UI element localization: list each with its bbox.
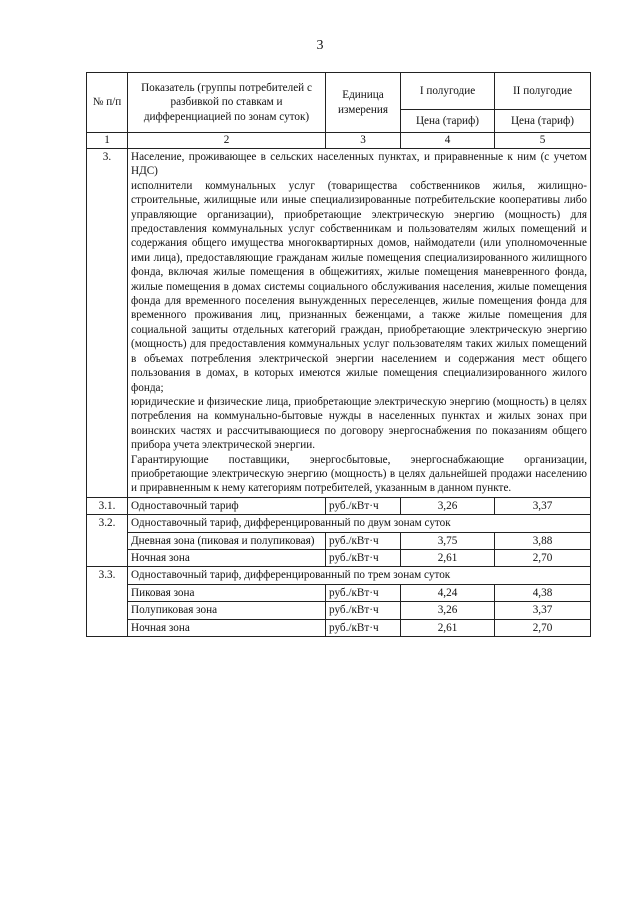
row-3-2-day-unit: руб./кВт·ч [326,532,401,549]
row-3-2-night [87,549,591,566]
row-3-3-night-label: Ночная зона [128,619,326,636]
column-number: 4 [401,133,495,149]
row-3-3-semipeak-label: Полупиковая зона [128,602,326,619]
column-number: 5 [495,133,591,149]
section-3-paragraph-2: юридические и физические лица, приобретающие электрическую энергию (мощность) в целях потребления на коммунально-бытовые нужды в населенных пунктах и жилых зонах при воинских частях и рассчитывающиеся по договору энергоснабжения по показаниям общего прибора учета электрической энергии. [131,395,587,452]
column-number: 3 [326,133,401,149]
header-h2: II полугодие [495,73,591,110]
section-3-row [87,149,591,498]
header-h2-sub: Цена (тариф) [495,110,591,133]
section-3-paragraph-1: исполнители коммунальных услуг (товарищества собственников жилья, жилищно-строительные, жилищные или иные специализированные потребительские кооперативы либо управляющие организации), приобретающие электрическую энергию (мощность) для предоставления коммунальных услуг собственникам и пользователям жилых помещений и содержания общего имущества многоквартирных домов, наймодатели (или уполномоченные ими лица), предоставляющие гражданам жилые помещения специализированного жилищного фонда, включая жилые помещения в общежитиях, жилые помещения маневренного фонда, жилые помещения в домах системы социального обслуживания населения, жилые помещения фонда для временного поселения вынужденных переселенцев, жилые помещения фонда для временного проживания лиц, признанных беженцами, а также жилые помещения для социальной защиты отдельных категорий граждан, приобретающие электрическую энергию (мощность) для предоставления коммунальных услуг пользователям таких жилых помещений в объемах потребления электрической энергии населением и содержания мест общего пользования в домах, в которых имеются жилые помещения специализированного жилого фонда; [131,179,587,394]
header-num: № п/п [87,73,128,133]
row-3-3-night [87,619,591,636]
header-unit: Единица измерения [326,73,401,133]
tariff-table [86,72,591,637]
row-3-3-semipeak-h2: 3,37 [495,602,591,619]
row-3-2-night-h2: 2,70 [495,549,591,566]
row-3-3-peak [87,584,591,601]
column-number: 1 [87,133,128,149]
section-3-paragraph-3: Гарантирующие поставщики, энергосбытовые, энергоснабжающие организации, приобретающие электрическую энергию (мощность) в целях дальнейшей продажи населению и приравненным к нему категориям потребителей, указанным в данном пункте. [131,453,587,495]
row-3-1-unit: руб./кВт·ч [326,497,401,514]
row-3-2-day-h2: 3,88 [495,532,591,549]
row-3-2-day-h1: 3,75 [401,532,495,549]
row-3-3-peak-label: Пиковая зона [128,584,326,601]
row-3-1-label: Одноставочный тариф [128,497,326,514]
row-3-2-day [87,532,591,549]
row-3-3-night-unit: руб./кВт·ч [326,619,401,636]
row-3-3-semipeak [87,602,591,619]
row-3-2-num: 3.2. [87,515,128,567]
row-3-1-h2: 3,37 [495,497,591,514]
row-3-3-title-text: Одноставочный тариф, дифференцированный по трем зонам суток [128,567,591,584]
row-3-2-title [87,515,591,532]
row-3-3-peak-h2: 4,38 [495,584,591,601]
row-3-3-semipeak-unit: руб./кВт·ч [326,602,401,619]
header-h1: I полугодие [401,73,495,110]
header-h1-sub: Цена (тариф) [401,110,495,133]
row-3-3-peak-h1: 4,24 [401,584,495,601]
column-numbers-row [87,133,591,149]
row-3-1-h1: 3,26 [401,497,495,514]
page-number: 3 [316,38,324,53]
row-3-3-night-h2: 2,70 [495,619,591,636]
row-3-3-peak-unit: руб./кВт·ч [326,584,401,601]
section-3-num: 3. [87,149,128,498]
row-3-3-title [87,567,591,584]
row-3-2-night-h1: 2,61 [401,549,495,566]
row-3-3-semipeak-h1: 3,26 [401,602,495,619]
section-3-title: Население, проживающее в сельских населенных пунктах, и приравненные к ним (с учетом НДС) [131,151,587,178]
row-3-2-title-text: Одноставочный тариф, дифференцированный по двум зонам суток [128,515,591,532]
row-3-2-day-label: Дневная зона (пиковая и полупиковая) [128,532,326,549]
row-3-1 [87,497,591,514]
row-3-3-num: 3.3. [87,567,128,637]
row-3-3-night-h1: 2,61 [401,619,495,636]
row-3-2-night-unit: руб./кВт·ч [326,549,401,566]
section-3-text [128,149,591,498]
header-row [87,73,591,110]
row-3-1-num: 3.1. [87,497,128,514]
column-number: 2 [128,133,326,149]
row-3-2-night-label: Ночная зона [128,549,326,566]
header-indicator: Показатель (группы потребителей с разбивкой по ставкам и дифференциацией по зонам суток) [128,73,326,133]
